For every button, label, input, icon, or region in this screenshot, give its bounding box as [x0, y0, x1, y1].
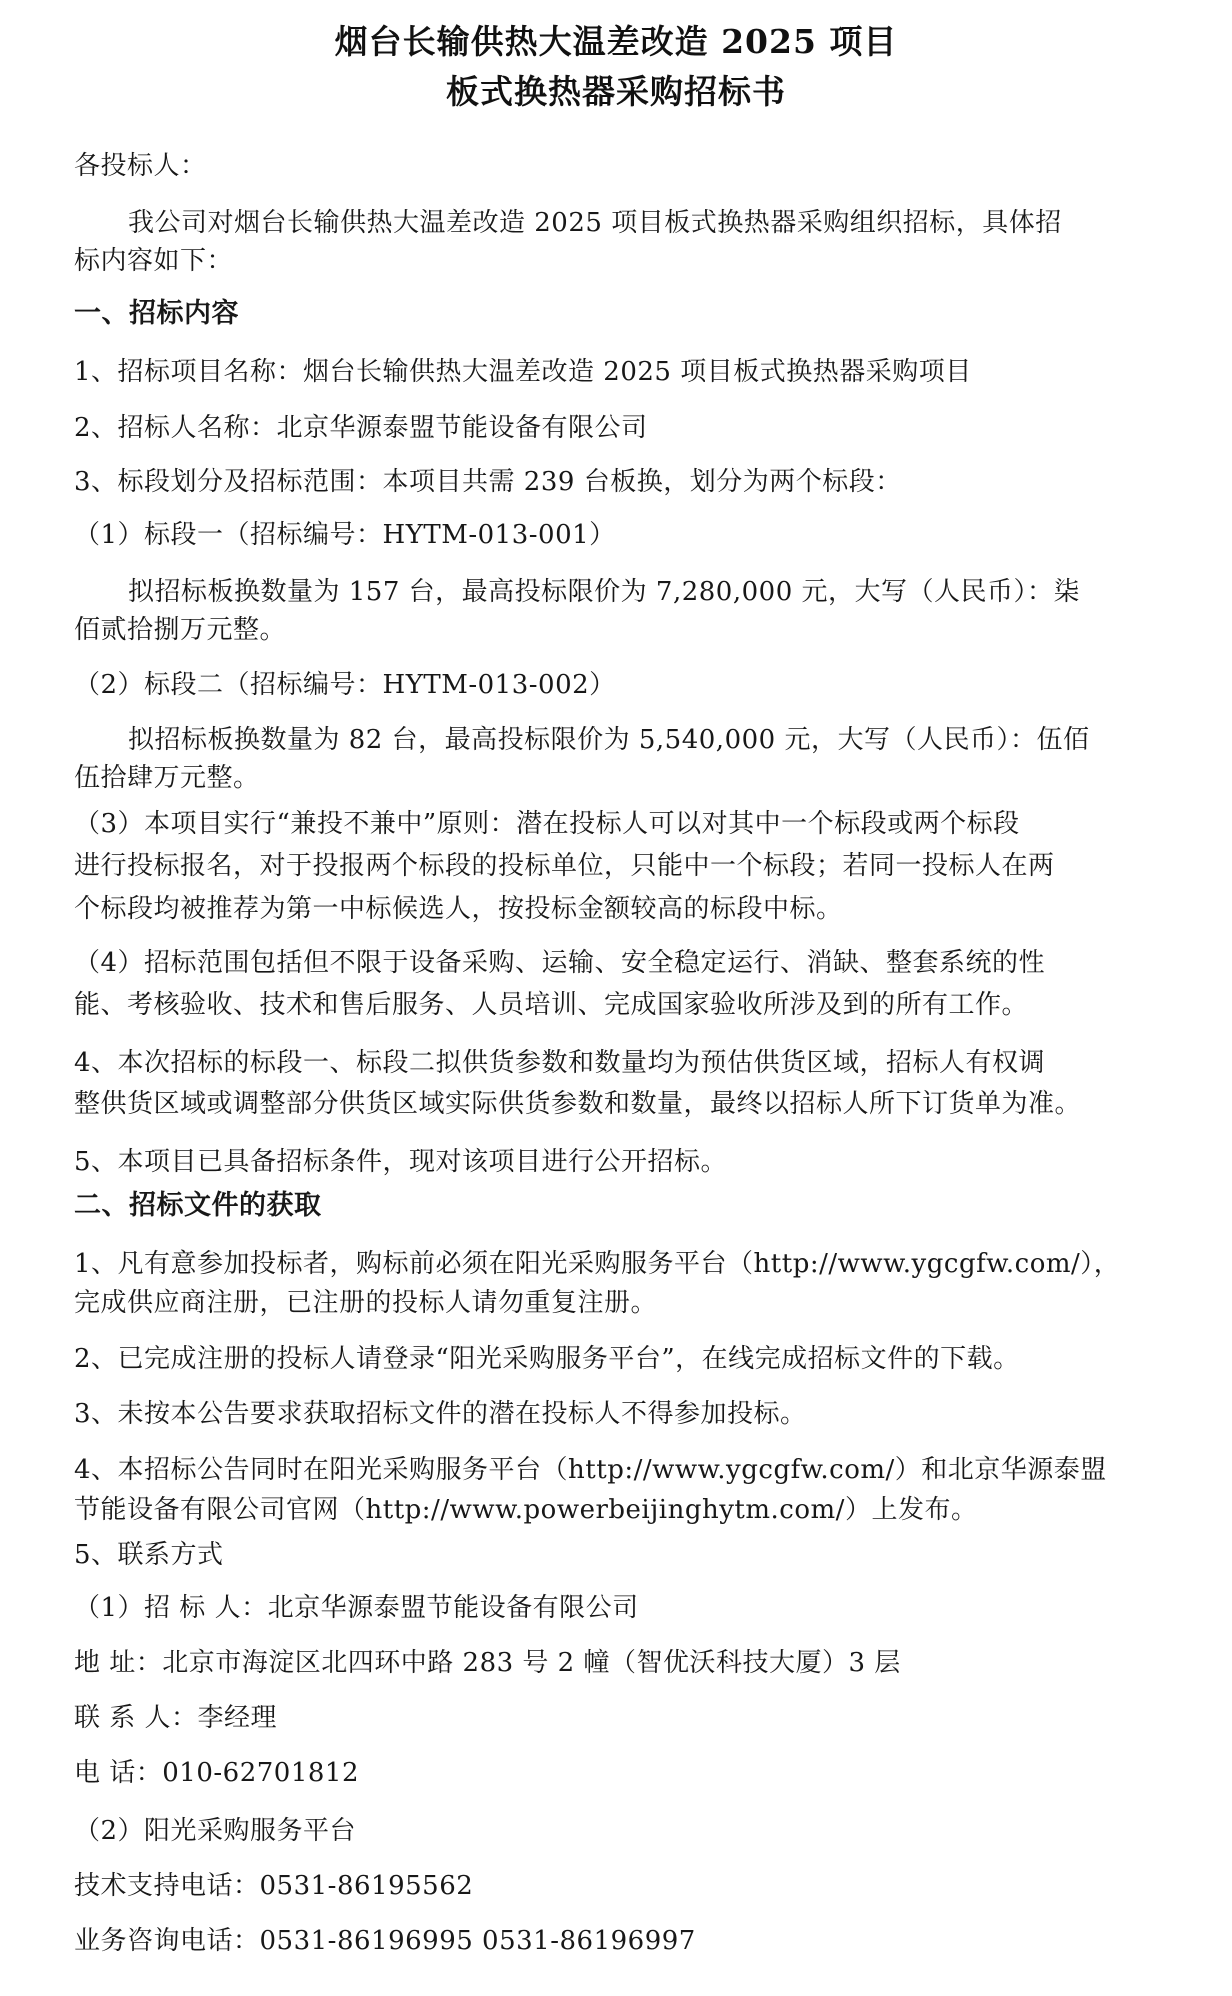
- section1-item2: 2、招标人名称：北京华源泰盟节能设备有限公司: [74, 413, 648, 443]
- section2-item4-line2-prefix: 节能设备有限公司官网（: [74, 1495, 366, 1525]
- rule3-line3: 个标段均被推荐为第一中标候选人，按投标金额较高的标段中标。: [74, 894, 843, 924]
- contact2-header: （2）阳光采购服务平台: [74, 1816, 357, 1846]
- lot1-desc-line2: 佰贰拾捌万元整。: [74, 615, 287, 645]
- section2-heading: 二、招标文件的获取: [74, 1190, 322, 1221]
- intro-line1: 我公司对烟台长输供热大温差改造 2025 项目板式换热器采购组织招标，具体招: [128, 208, 1062, 238]
- section2-item1-suffix: ），: [1080, 1249, 1121, 1279]
- lot1-header: （1）标段一（招标编号：HYTM-013-001）: [74, 520, 616, 550]
- section1-item4-line1: 4、本次招标的标段一、标段二拟供货参数和数量均为预估供货区域，招标人有权调: [74, 1048, 1046, 1078]
- section2-item4-line1: [74, 1452, 1107, 1488]
- document-title-line1: 烟台长输供热大温差改造 2025 项目: [334, 22, 898, 61]
- section1-heading: 一、招标内容: [74, 298, 239, 329]
- section2-item1-line2: 完成供应商注册，已注册的投标人请勿重复注册。: [74, 1288, 658, 1318]
- section2-item3: 3、未按本公告要求获取招标文件的潜在投标人不得参加投标。: [74, 1399, 807, 1429]
- salutation: 各投标人：: [74, 151, 207, 181]
- lot2-desc-line2: 伍拾肆万元整。: [74, 763, 260, 793]
- section2-item4-line2: [74, 1492, 977, 1528]
- contact1-address: 地 址：北京市海淀区北四环中路 283 号 2 幢（智优沃科技大厦）3 层: [74, 1648, 901, 1678]
- rule4-line1: （4）招标范围包括但不限于设备采购、运输、安全稳定运行、消缺、整套系统的性: [74, 948, 1046, 978]
- section2-item4-suffix: ）和北京华源泰盟: [894, 1455, 1107, 1485]
- contact1-person: 联 系 人：李经理: [74, 1703, 278, 1733]
- lot1-desc-line1: 拟招标板换数量为 157 台，最高投标限价为 7,280,000 元，大写（人民币）：柒: [128, 577, 1081, 607]
- contact1-phone: 电 话：010-62701812: [74, 1758, 360, 1788]
- rule3-line1: （3）本项目实行“兼投不兼中”原则：潜在投标人可以对其中一个标段或两个标段: [74, 809, 1020, 839]
- section1-item4-line2: 整供货区域或调整部分供货区域实际供货参数和数量，最终以招标人所下订货单为准。: [74, 1089, 1082, 1119]
- contact2-tech-phone: 技术支持电话：0531-86195562: [74, 1871, 474, 1901]
- section1-item3: 3、标段划分及招标范围：本项目共需 239 台板换，划分为两个标段：: [74, 467, 902, 497]
- rule3-line2: 进行投标报名，对于投报两个标段的投标单位，只能中一个标段；若同一投标人在两: [74, 851, 1055, 881]
- section1-item1: 1、招标项目名称：烟台长输供热大温差改造 2025 项目板式换热器采购项目: [74, 357, 972, 387]
- lot2-desc-line1: 拟招标板换数量为 82 台，最高投标限价为 5,540,000 元，大写（人民币）：伍佰: [128, 725, 1090, 755]
- section2-item5: 5、联系方式: [74, 1540, 224, 1570]
- section2-item1-line1: [74, 1246, 1120, 1282]
- document-title-line2: 板式换热器采购招标书: [446, 72, 786, 111]
- ygcgfw-link[interactable]: http://www.ygcgfw.com/: [753, 1249, 1081, 1279]
- ygcgfw-link-2[interactable]: http://www.ygcgfw.com/: [568, 1455, 895, 1485]
- contact1-header: （1）招 标 人：北京华源泰盟节能设备有限公司: [74, 1593, 639, 1623]
- rule4-line2: 能、考核验收、技术和售后服务、人员培训、完成国家验收所涉及到的所有工作。: [74, 990, 1029, 1020]
- lot2-header: （2）标段二（招标编号：HYTM-013-002）: [74, 670, 616, 700]
- section2-item1-prefix: 1、凡有意参加投标者，购标前必须在阳光采购服务平台（: [74, 1249, 754, 1279]
- section1-item5: 5、本项目已具备招标条件，现对该项目进行公开招标。: [74, 1147, 728, 1177]
- section2-item2: 2、已完成注册的投标人请登录“阳光采购服务平台”，在线完成招标文件的下载。: [74, 1344, 1020, 1374]
- contact2-business-phone: 业务咨询电话：0531-86196995 0531-86196997: [74, 1926, 696, 1956]
- intro-line2: 标内容如下：: [74, 246, 234, 276]
- section2-item4-prefix: 4、本招标公告同时在阳光采购服务平台（: [74, 1455, 569, 1485]
- powerbeijinghytm-link[interactable]: http://www.powerbeijinghytm.com/: [365, 1495, 845, 1525]
- section2-item4-line2-suffix: ）上发布。: [844, 1495, 978, 1525]
